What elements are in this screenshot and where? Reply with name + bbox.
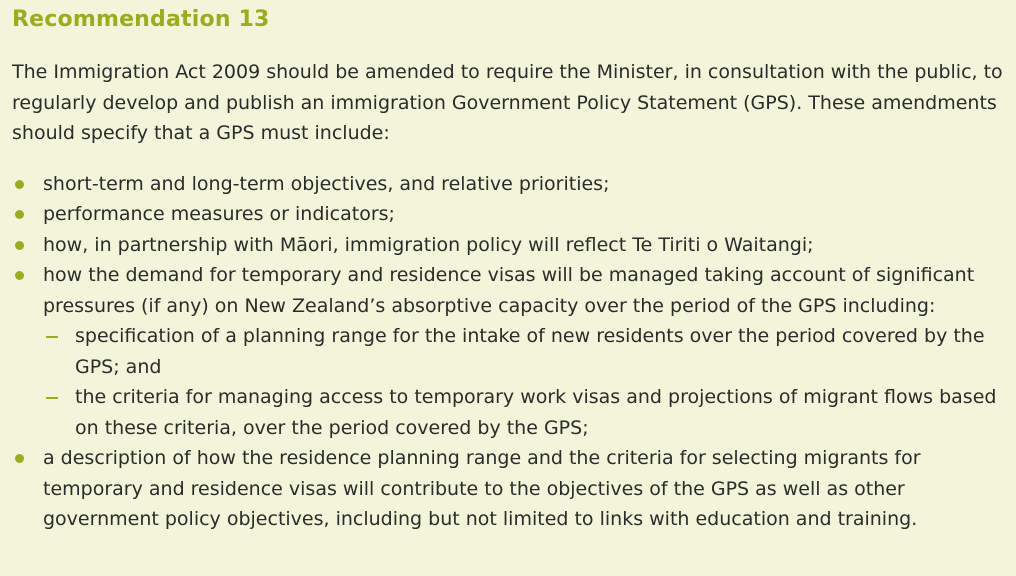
bullet-dot-icon (15, 271, 24, 280)
bullet-dot-icon (15, 210, 24, 219)
recommendation-heading: Recommendation 13 (12, 7, 270, 32)
sub-list-item-text: the criteria for managing access to temporary work visas and projections of migrant flows based on these criteria, over the period covered by the GPS; (75, 386, 997, 439)
bullet-dot-icon (15, 241, 24, 250)
list-item (12, 443, 1006, 535)
dash-icon (46, 336, 58, 338)
sub-list-item-text: specification of a planning range for the intake of new residents over the period covered by the GPS; and (75, 325, 985, 378)
intro-paragraph: The Immigration Act 2009 should be amended to require the Minister, in consultation with the public, to regularly develop and publish an immigration Government Policy Statement (GPS). These amendments should specify that a GPS must include: (12, 61, 1003, 144)
list-item (12, 199, 1006, 230)
sub-list (43, 321, 1006, 443)
gps-requirements-list (12, 169, 1006, 535)
sub-list-item (43, 382, 1006, 443)
list-item-text: how, in partnership with Māori, immigration policy will reflect Te Tiriti o Waitangi; (43, 233, 814, 256)
list-item (12, 169, 1006, 200)
sub-list-item (43, 321, 1006, 382)
list-item-text: performance measures or indicators; (43, 203, 395, 225)
bullet-dot-icon (15, 454, 24, 463)
dash-icon (46, 397, 58, 399)
list-item-text: short-term and long-term objectives, and relative priorities; (43, 172, 610, 195)
list-item (12, 260, 1006, 443)
list-item (12, 230, 1006, 261)
list-item-text: a description of how the residence planning range and the criteria for selecting migrants for temporary and residence visas will contribute to the objectives of the GPS as well as other government policy objectives, including but not limited to links with education and training. (43, 447, 921, 530)
bullet-dot-icon (15, 180, 24, 189)
list-item-text: how the demand for temporary and residence visas will be managed taking account of significant pressures (if any) on New Zealand’s absorptive capacity over the period of the GPS including: (43, 264, 975, 317)
